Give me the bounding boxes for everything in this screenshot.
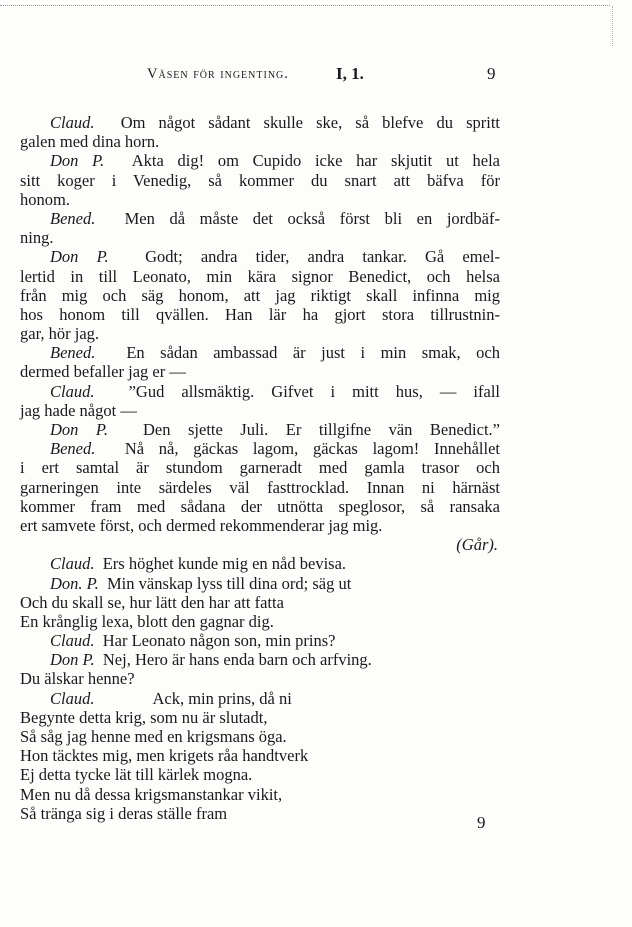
text-line: [20, 151, 500, 170]
running-title: Väsen för ingenting.: [147, 66, 289, 82]
speaker-name: Claud.: [50, 631, 95, 651]
speech-text: från mig och säg honom, att jag riktigt skall infinna mig: [20, 285, 500, 305]
speaker-name: Don P.: [50, 151, 105, 171]
speech-text: Och du skall se, hur lätt den har att fatta: [20, 592, 284, 612]
stage-direction: (Går).: [456, 535, 498, 555]
text-line: [20, 593, 500, 612]
speech-text: Ack, min prins, då ni: [152, 688, 292, 708]
page-number: 9: [487, 64, 496, 83]
speech-text: ert samvete först, och dermed rekommenderar jag mig.: [20, 515, 383, 535]
speech-text: Akta dig! om Cupido icke har skjutit ut hela: [131, 151, 501, 171]
act-scene-label: I, 1.: [336, 64, 364, 83]
speaker-name: Claud.: [50, 688, 95, 708]
page-body: [20, 113, 500, 823]
speaker-name: Bened.: [50, 208, 96, 228]
speaker-name: Claud.: [50, 381, 95, 401]
speaker-name: Don P.: [50, 247, 109, 267]
speech-text: galen med dina horn.: [20, 132, 160, 152]
verse-line: Ej detta tycke lät till kärlek mogna.: [20, 765, 253, 785]
text-line: [20, 132, 500, 151]
text-line: [20, 190, 500, 209]
text-line: [20, 478, 500, 497]
text-line: [20, 574, 500, 593]
verse-line: Men nu då dessa krigsmanstankar vikit,: [20, 784, 283, 804]
speech-text: Om något sådant skulle ske, så blefve du spritt: [120, 113, 501, 132]
speech-text: garneringen inte särdeles väl fasttrocklad. Innan ni härnäst: [20, 477, 500, 497]
speech-text: En sådan ambassad är just i min smak, och: [126, 343, 501, 363]
speaker-name: Don P.: [50, 650, 95, 670]
speech-text: gar, hör jag.: [20, 324, 100, 344]
text-line: [20, 113, 500, 132]
text-line: [20, 458, 500, 477]
verse-line: Begynte detta krig, som nu är slutadt,: [20, 707, 268, 727]
speech-text: Du älskar henne?: [20, 669, 135, 689]
speech-text: Ers höghet kunde mig en nåd bevisa.: [102, 554, 347, 574]
speech-text: Men då måste det också först bli en jordbäf-: [124, 208, 500, 228]
speech-text: hos honom till qvällen. Han lär ha gjort stora tillrustnin-: [20, 304, 500, 324]
text-line: [20, 554, 500, 573]
text-line: [20, 247, 500, 266]
text-line: [20, 497, 500, 516]
speech-text: ning.: [20, 228, 54, 248]
verse-line: Hon täcktes mig, men krigets råa handtverk: [20, 746, 309, 766]
verse-line: Så tränga sig i deras ställe fram: [20, 803, 228, 823]
text-line: [20, 516, 500, 535]
speech-text: En krånglig lexa, blott den gagnar dig.: [20, 611, 274, 631]
speech-text: Min vänskap lyss till dina ord; säg ut: [107, 573, 352, 593]
text-line: [20, 343, 500, 362]
speaker-name: Claud.: [50, 113, 95, 132]
text-line: [20, 401, 500, 420]
prose-dialogue: [20, 113, 500, 535]
speaker-name: Don. P.: [50, 573, 99, 593]
scan-edge-top: [0, 5, 610, 6]
text-line: [20, 669, 500, 688]
verse-dialogue: [20, 554, 500, 688]
text-line: [20, 650, 500, 669]
signature-mark: 9: [477, 813, 486, 832]
speech-text: lertid in till Leonato, min kära signor Benedict, och helsa: [20, 266, 500, 286]
text-line: [20, 209, 500, 228]
speech-text: Nej, Hero är hans enda barn och arfving.: [102, 650, 372, 670]
speaker-name: Don P.: [50, 420, 108, 439]
speech-text: Godt; andra tider, andra tankar. Gå emel-: [145, 247, 500, 267]
text-line: [20, 228, 500, 247]
text-line: [20, 305, 500, 324]
running-header: [147, 66, 501, 86]
speech-text: dermed befaller jag er —: [20, 362, 186, 382]
text-line: [20, 382, 500, 401]
speech-text: Nå nå, gäckas lagom, gäckas lagom! Innehållet: [124, 439, 501, 459]
speech-text: i ert samtal är stundom garneradt med gamla trasor och: [20, 458, 500, 478]
speech-text: honom.: [20, 189, 70, 209]
verse-speaker-line: [20, 689, 500, 708]
scan-edge-right: [612, 6, 613, 46]
text-line: [20, 286, 500, 305]
speech-text: jag hade något —: [20, 400, 137, 420]
text-line: [20, 420, 500, 439]
speech-text: Har Leonato någon son, min prins?: [102, 631, 336, 651]
speaker-name: Bened.: [50, 343, 96, 363]
speech-text: kommer fram med sådana der utnötta speglosor, så ransaka: [20, 496, 500, 516]
text-line: [20, 267, 500, 286]
text-line: [20, 612, 500, 631]
text-line: [20, 362, 500, 381]
speaker-name: Bened.: [50, 439, 96, 459]
speech-text: Den sjette Juli. Er tillgifne vän Benedict.”: [143, 420, 500, 439]
speech-text: sitt koger i Venedig, så kommer du snart att bäfva för: [20, 170, 500, 190]
text-line: [20, 631, 500, 650]
verse-line: Så såg jag henne med en krigsmans öga.: [20, 727, 287, 746]
speech-text: ”Gud allsmäktig. Gifvet i mitt hus, — ifall: [128, 381, 500, 401]
text-line: [20, 324, 500, 343]
verse-block: [20, 708, 500, 823]
text-line: [20, 439, 500, 458]
text-line: [20, 171, 500, 190]
speaker-name: Claud.: [50, 554, 95, 574]
